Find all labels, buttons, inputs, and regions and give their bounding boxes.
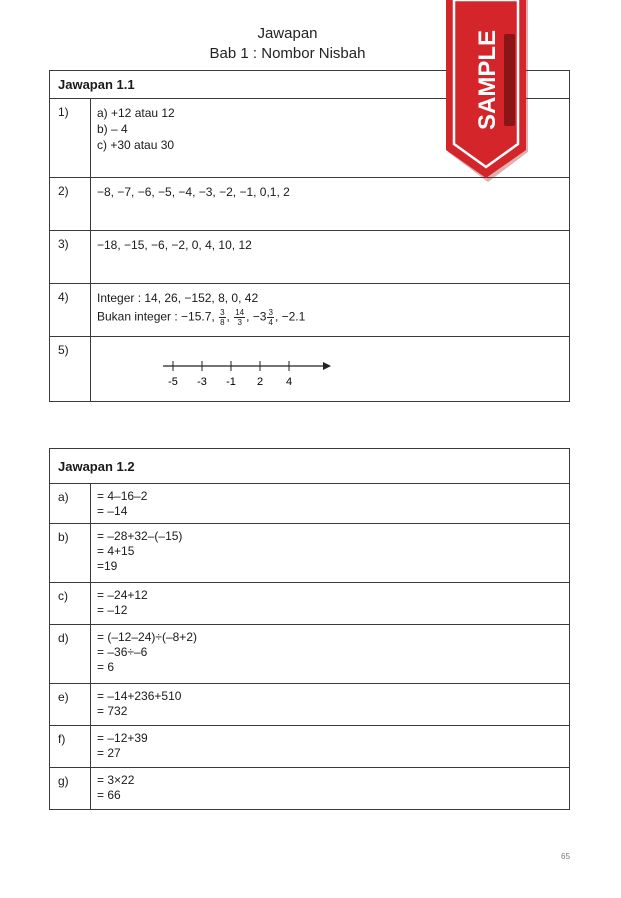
row-answer <box>91 484 570 524</box>
answer-line: = 4–16–2 <box>97 489 148 503</box>
table-row <box>50 583 570 625</box>
answer-line: = 66 <box>97 788 121 802</box>
row-answer <box>91 524 570 583</box>
row-answer <box>91 684 570 726</box>
non-integer-line: Bukan integer : −15.7, $\frac{3}{8}$ , $\frac{14}{3}$ , −3 $\frac{3}{4}$ , −2.1 <box>97 308 306 327</box>
row-number: a) <box>50 484 91 524</box>
tick-label: -3 <box>197 376 207 388</box>
answer-line: =19 <box>97 559 118 573</box>
row-number: 3) <box>50 231 91 284</box>
row-answer <box>91 583 570 625</box>
table-heading: Jawapan 1.1 <box>50 71 570 99</box>
page-title: Jawapan <box>257 25 318 42</box>
answer-line: = –14+236+510 <box>97 689 182 703</box>
row-number: c) <box>50 583 91 625</box>
sample-stamp-icon <box>446 0 530 184</box>
row-answer <box>91 337 570 402</box>
fraction: $\frac{3}{8}$ <box>220 308 225 327</box>
non-integer-prefix: Bukan integer : −15.7, <box>97 309 215 324</box>
table-row <box>50 337 570 402</box>
stamp-strip <box>504 34 515 126</box>
tick-label: 4 <box>285 376 293 388</box>
table-row <box>50 484 570 524</box>
answer-line: −8, −7, −6, −5, −4, −3, −2, −1, 0,1, 2 <box>97 185 290 199</box>
table-row <box>50 625 570 684</box>
answer-line: = 3×22 <box>97 773 135 787</box>
answer-line: = –14 <box>97 504 128 518</box>
table-row <box>50 768 570 810</box>
row-number: e) <box>50 684 91 726</box>
row-number: 5) <box>50 337 91 402</box>
row-number: 2) <box>50 178 91 231</box>
row-number: b) <box>50 524 91 583</box>
arrow-head-icon <box>323 362 331 370</box>
tick-label: -5 <box>168 376 178 388</box>
answer-line: = 27 <box>97 746 121 760</box>
stamp-label: SAMPLE <box>474 29 501 130</box>
table-row <box>50 178 570 231</box>
answer-table-1-2 <box>49 448 570 810</box>
row-answer <box>91 768 570 810</box>
answer-line: −18, −15, −6, −2, 0, 4, 10, 12 <box>97 238 252 252</box>
row-number: 4) <box>50 284 91 337</box>
answer-line: = –12 <box>97 603 128 617</box>
table-row <box>50 684 570 726</box>
answer-line: c) +30 atau 30 <box>97 138 175 152</box>
row-number: d) <box>50 625 91 684</box>
answer-line: = –28+32–(–15) <box>97 529 183 543</box>
answer-line: = 4+15 <box>97 544 135 558</box>
row-answer <box>91 231 570 284</box>
answer-line: a) +12 atau 12 <box>97 106 175 120</box>
row-answer <box>91 625 570 684</box>
tick-label: 2 <box>256 376 264 388</box>
fraction: $\frac{3}{4}$ <box>268 308 273 327</box>
answer-line: = –12+39 <box>97 731 148 745</box>
row-number: f) <box>50 726 91 768</box>
fraction: $\frac{14}{3}$ <box>235 308 245 327</box>
tick-label: -1 <box>226 376 236 388</box>
page-number: 65 <box>561 852 570 861</box>
table-heading: Jawapan 1.2 <box>50 449 570 484</box>
answer-line: = 732 <box>97 704 128 718</box>
table-row <box>50 726 570 768</box>
row-number: 1) <box>50 99 91 178</box>
non-integer-tail: , −2.1 <box>274 309 306 324</box>
row-answer <box>91 726 570 768</box>
chapter-title: Bab 1 : Nombor Nisbah <box>209 45 366 62</box>
answer-line: = –36÷–6 <box>97 645 148 659</box>
answer-line: = 6 <box>97 660 115 674</box>
integer-line: Integer : 14, 26, −152, 8, 0, 42 <box>97 291 259 305</box>
mixed-whole: −3 <box>252 309 267 324</box>
row-answer <box>91 284 570 337</box>
table-row <box>50 231 570 284</box>
answer-line: = –24+12 <box>97 588 148 602</box>
answer-line: b) – 4 <box>97 122 128 136</box>
answer-line: = (–12–24)÷(–8+2) <box>97 630 197 644</box>
table-row <box>50 524 570 583</box>
table-row <box>50 284 570 337</box>
row-answer <box>91 178 570 231</box>
number-line <box>163 352 363 402</box>
row-number: g) <box>50 768 91 810</box>
